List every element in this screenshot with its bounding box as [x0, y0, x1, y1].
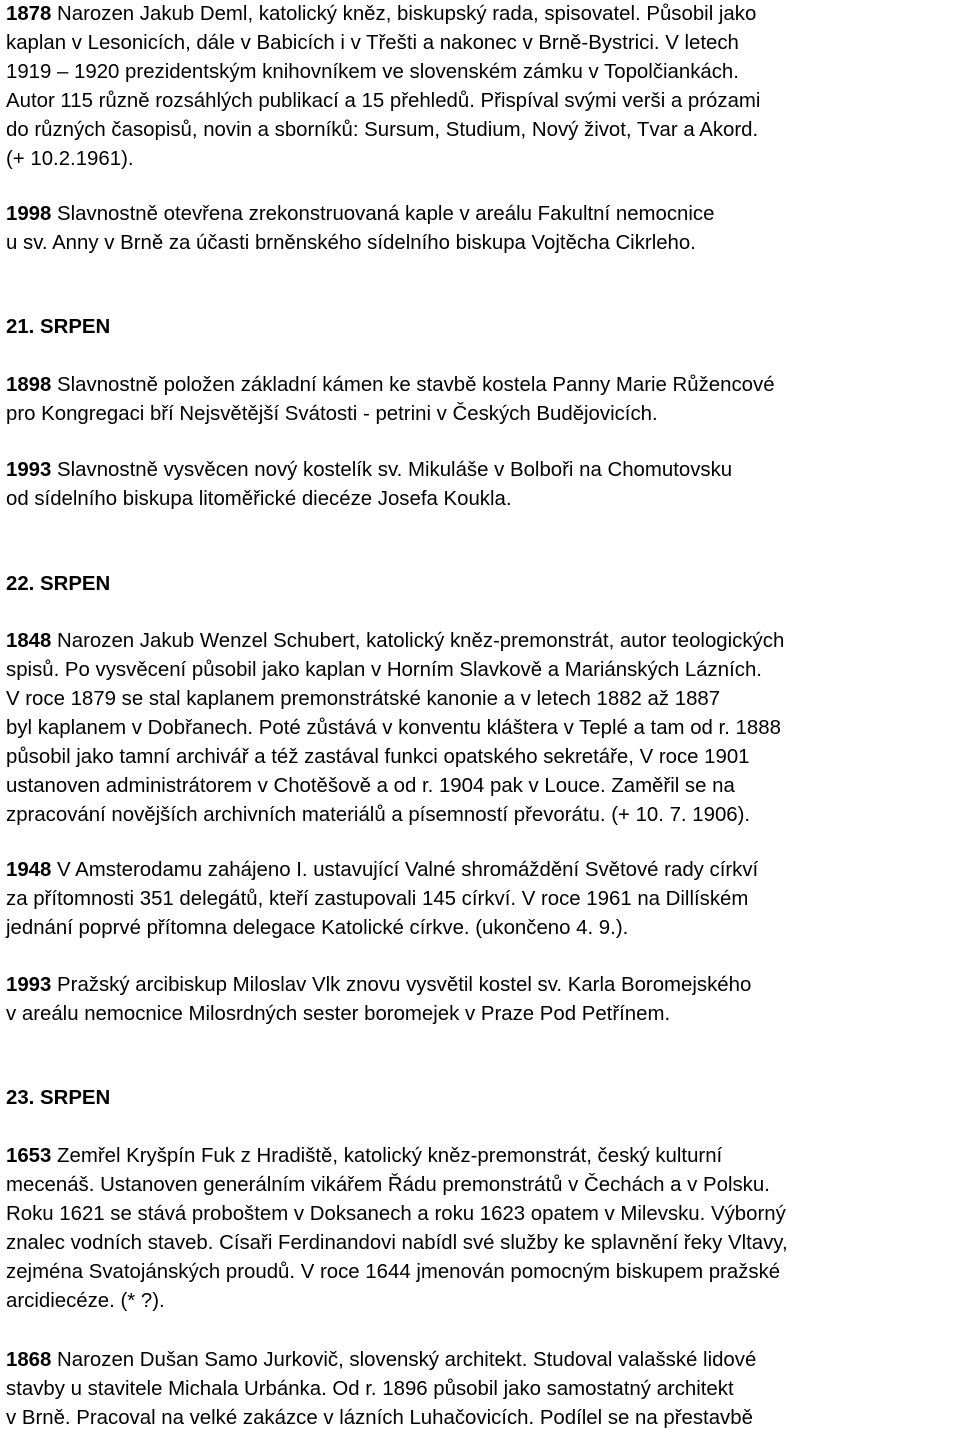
entry-1878-line-1: 1878 Narozen Jakub Deml, katolický kněz, biskupský rada, spisovatel. Působil jako — [6, 3, 757, 25]
entry-1993b-line-1: 1993 Pražský arcibiskup Miloslav Vlk znovu vysvětil kostel sv. Karla Boromejského — [6, 974, 752, 996]
date-heading-23-srpen: 23. SRPEN — [6, 1087, 111, 1109]
entry-1878-line-3: 1919 – 1920 prezidentským knihovníkem ve slovenském zámku v Topolčiankách. — [6, 61, 739, 83]
entry-1878-line-5: do různých časopisů, novin a sborníků: Sursum, Studium, Nový život, Tvar a Akord. — [6, 119, 759, 141]
entry-1848-line-2: spisů. Po vysvěcení působil jako kaplan v Horním Slavkově a Mariánských Lázních. — [6, 659, 762, 681]
entry-1948-line-2: za přítomnosti 351 delegátů, kteří zastupovali 145 církví. V roce 1961 na Dillíském — [6, 888, 749, 910]
entry-year: 1868 — [6, 1349, 52, 1371]
entry-1898-line-2: pro Kongregaci bří Nejsvětější Svátosti - petrini v Českých Budějovicích. — [6, 403, 658, 425]
entry-1998-line-2: u sv. Anny v Brně za účasti brněnského sídelního biskupa Vojtěcha Cikrleho. — [6, 232, 696, 254]
entry-year: 1993 — [6, 974, 52, 996]
entry-1993-line-1: 1993 Slavnostně vysvěcen nový kostelík sv. Mikuláše v Bolboři na Chomutovsku — [6, 459, 733, 481]
entry-1993-line-2: od sídelního biskupa litoměřické diecéze Josefa Koukla. — [6, 488, 512, 510]
entry-1878-line-2: kaplan v Lesonicích, dále v Babicích i v Třešti a nakonec v Brně-Bystrici. V letech — [6, 32, 739, 54]
entry-1868-line-2: stavby u stavitele Michala Urbánka. Od r. 1896 působil jako samostatný architekt — [6, 1378, 734, 1400]
entry-1848-line-6: ustanoven administrátorem v Chotěšově a od r. 1904 pak v Louce. Zaměřil se na — [6, 775, 735, 797]
entry-1848-line-4: byl kaplanem v Dobřanech. Poté zůstává v konventu kláštera v Teplé a tam od r. 1888 — [6, 717, 781, 739]
entry-1653-line-5: zejména Svatojánských proudů. V roce 1644 jmenován pomocným biskupem pražské — [6, 1261, 781, 1283]
entry-1878-line-6: (+ 10.2.1961). — [6, 148, 134, 170]
entry-1653-line-3: Roku 1621 se stává proboštem v Doksanech a roku 1623 opatem v Milevsku. Výborný — [6, 1203, 786, 1225]
entry-1848-line-3: V roce 1879 se stal kaplanem premonstrátské kanonie a v letech 1882 až 1887 — [6, 688, 721, 710]
entry-year: 1878 — [6, 3, 52, 25]
entry-1948-line-1: 1948 V Amsterodamu zahájeno I. ustavující Valné shromáždění Světové rady církví — [6, 859, 759, 881]
date-heading-22-srpen: 22. SRPEN — [6, 573, 111, 595]
entry-1653-line-2: mecenáš. Ustanoven generálním vikářem Řádu premonstrátů v Čechách a v Polsku. — [6, 1174, 770, 1196]
entry-1993b-line-2: v areálu nemocnice Milosrdných sester boromejek v Praze Pod Petřínem. — [6, 1003, 671, 1025]
entry-1653-line-4: znalec vodních staveb. Císaři Ferdinandovi nabídl své služby ke splavnění řeky Vltavy, — [6, 1232, 788, 1254]
entry-1878-line-4: Autor 115 různě rozsáhlých publikací a 15 přehledů. Přispíval svými verši a prózami — [6, 90, 761, 112]
entry-year: 1653 — [6, 1145, 52, 1167]
entry-1998-line-1: 1998 Slavnostně otevřena zrekonstruovaná kaple v areálu Fakultní nemocnice — [6, 203, 715, 225]
entry-1848-line-7: zpracování novějších archivních materiálů a písemností převorátu. (+ 10. 7. 1906). — [6, 804, 751, 826]
date-heading-21-srpen: 21. SRPEN — [6, 316, 111, 338]
entry-year: 1898 — [6, 374, 52, 396]
entry-1868-line-3: v Brně. Pracoval na velké zakázce v lázních Luhačovicích. Podílel se na přestavbě — [6, 1407, 753, 1429]
entry-1948-line-3: jednání poprvé přítomna delegace Katolické církve. (ukončeno 4. 9.). — [6, 917, 629, 939]
entry-1653-line-1: 1653 Zemřel Kryšpín Fuk z Hradiště, katolický kněz-premonstrát, český kulturní — [6, 1145, 723, 1167]
entry-year: 1948 — [6, 859, 52, 881]
entry-year: 1998 — [6, 203, 52, 225]
entry-year: 1848 — [6, 630, 52, 652]
entry-1653-line-6: arcidiecéze. (* ?). — [6, 1290, 165, 1312]
entry-1848-line-1: 1848 Narozen Jakub Wenzel Schubert, katolický kněz-premonstrát, autor teologických — [6, 630, 785, 652]
entry-1898-line-1: 1898 Slavnostně položen základní kámen ke stavbě kostela Panny Marie Růžencové — [6, 374, 775, 396]
entry-1848-line-5: působil jako tamní archivář a též zastával funkci opatského sekretáře, V roce 1901 — [6, 746, 750, 768]
entry-year: 1993 — [6, 459, 52, 481]
entry-1868-line-1: 1868 Narozen Dušan Samo Jurkovič, slovenský architekt. Studoval valašské lidové — [6, 1349, 757, 1371]
